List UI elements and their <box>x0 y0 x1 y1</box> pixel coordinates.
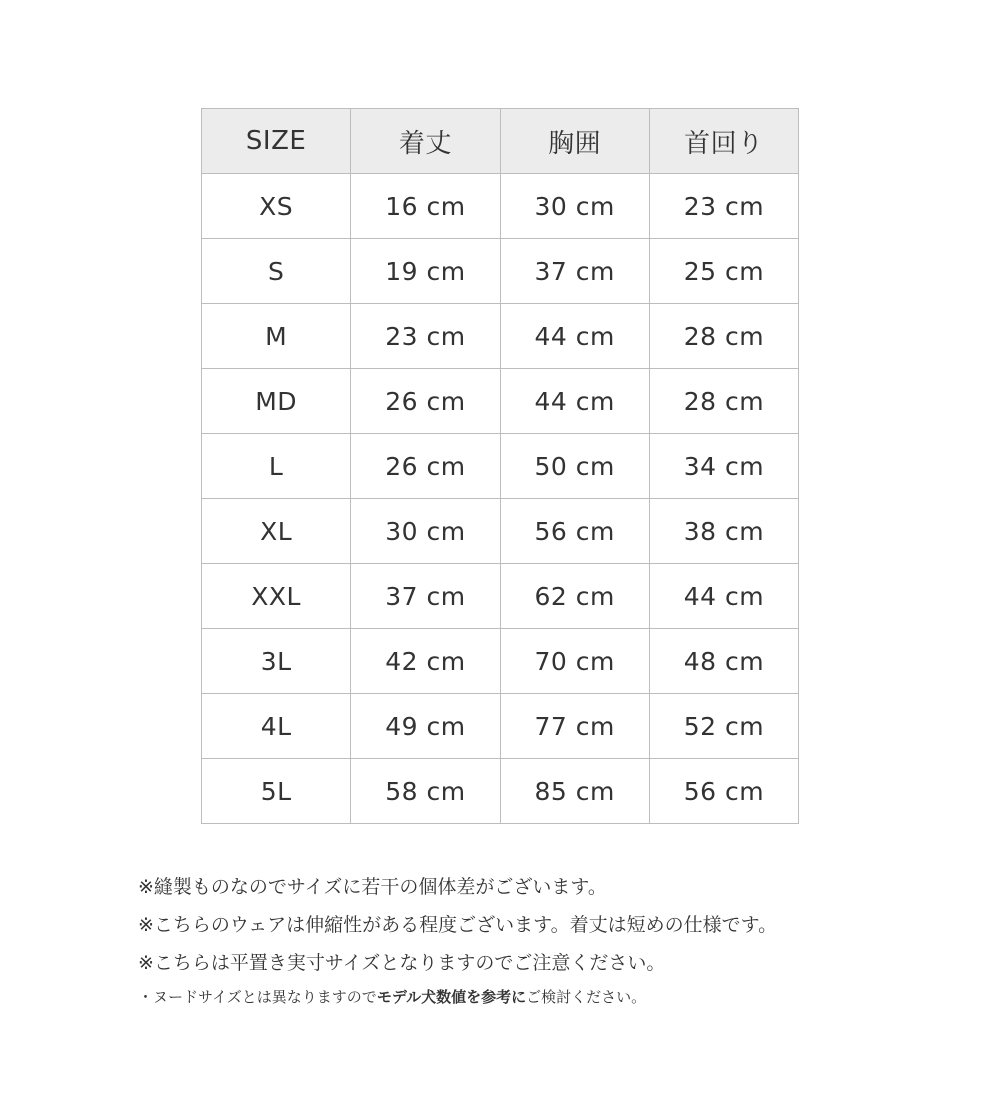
note-individual-difference: ※縫製ものなのでサイズに若干の個体差がございます。 <box>138 876 607 898</box>
table-header-row <box>202 109 799 174</box>
table-row <box>202 304 799 369</box>
cell-chest: 56 cm <box>500 499 649 564</box>
cell-size: M <box>202 304 351 369</box>
header-size: SIZE <box>202 109 351 174</box>
cell-neck: 38 cm <box>649 499 798 564</box>
note-nude-size-emphasis: モデル犬数値を参考に <box>376 988 527 1006</box>
header-neck: 首回り <box>649 109 798 174</box>
cell-size: XL <box>202 499 351 564</box>
cell-length: 16 cm <box>351 174 500 239</box>
cell-size: L <box>202 434 351 499</box>
cell-chest: 70 cm <box>500 629 649 694</box>
cell-chest: 50 cm <box>500 434 649 499</box>
table-row <box>202 369 799 434</box>
note-flat-measurement: ※こちらは平置き実寸サイズとなりますのでご注意ください。 <box>138 952 666 974</box>
cell-chest: 37 cm <box>500 239 649 304</box>
note-nude-size-prefix: ・ヌードサイズとは異なりますので <box>138 988 377 1006</box>
header-chest: 胸囲 <box>500 109 649 174</box>
cell-chest: 62 cm <box>500 564 649 629</box>
cell-chest: 77 cm <box>500 694 649 759</box>
table-row <box>202 239 799 304</box>
cell-size: 3L <box>202 629 351 694</box>
cell-neck: 52 cm <box>649 694 798 759</box>
cell-size: S <box>202 239 351 304</box>
note-nude-size-suffix: ご検討ください。 <box>526 988 647 1006</box>
table-row <box>202 434 799 499</box>
note-nude-size <box>138 982 938 1012</box>
cell-neck: 28 cm <box>649 304 798 369</box>
cell-size: XS <box>202 174 351 239</box>
cell-neck: 23 cm <box>649 174 798 239</box>
cell-chest: 44 cm <box>500 304 649 369</box>
cell-length: 23 cm <box>351 304 500 369</box>
notes-section <box>138 868 938 1012</box>
table-row <box>202 499 799 564</box>
cell-chest: 44 cm <box>500 369 649 434</box>
cell-neck: 56 cm <box>649 759 798 824</box>
cell-neck: 28 cm <box>649 369 798 434</box>
cell-length: 26 cm <box>351 434 500 499</box>
cell-size: 5L <box>202 759 351 824</box>
table-row <box>202 629 799 694</box>
cell-length: 49 cm <box>351 694 500 759</box>
header-length: 着丈 <box>351 109 500 174</box>
cell-chest: 85 cm <box>500 759 649 824</box>
cell-length: 42 cm <box>351 629 500 694</box>
cell-size: XXL <box>202 564 351 629</box>
cell-length: 30 cm <box>351 499 500 564</box>
cell-length: 37 cm <box>351 564 500 629</box>
table-row <box>202 694 799 759</box>
cell-size: 4L <box>202 694 351 759</box>
cell-size: MD <box>202 369 351 434</box>
table-row <box>202 759 799 824</box>
cell-chest: 30 cm <box>500 174 649 239</box>
cell-length: 19 cm <box>351 239 500 304</box>
table-row <box>202 174 799 239</box>
cell-length: 58 cm <box>351 759 500 824</box>
size-chart-table <box>201 108 799 824</box>
cell-neck: 44 cm <box>649 564 798 629</box>
table-row <box>202 564 799 629</box>
note-stretch: ※こちらのウェアは伸縮性がある程度ございます。着丈は短めの仕様です。 <box>138 914 778 936</box>
cell-neck: 34 cm <box>649 434 798 499</box>
cell-neck: 48 cm <box>649 629 798 694</box>
cell-length: 26 cm <box>351 369 500 434</box>
cell-neck: 25 cm <box>649 239 798 304</box>
